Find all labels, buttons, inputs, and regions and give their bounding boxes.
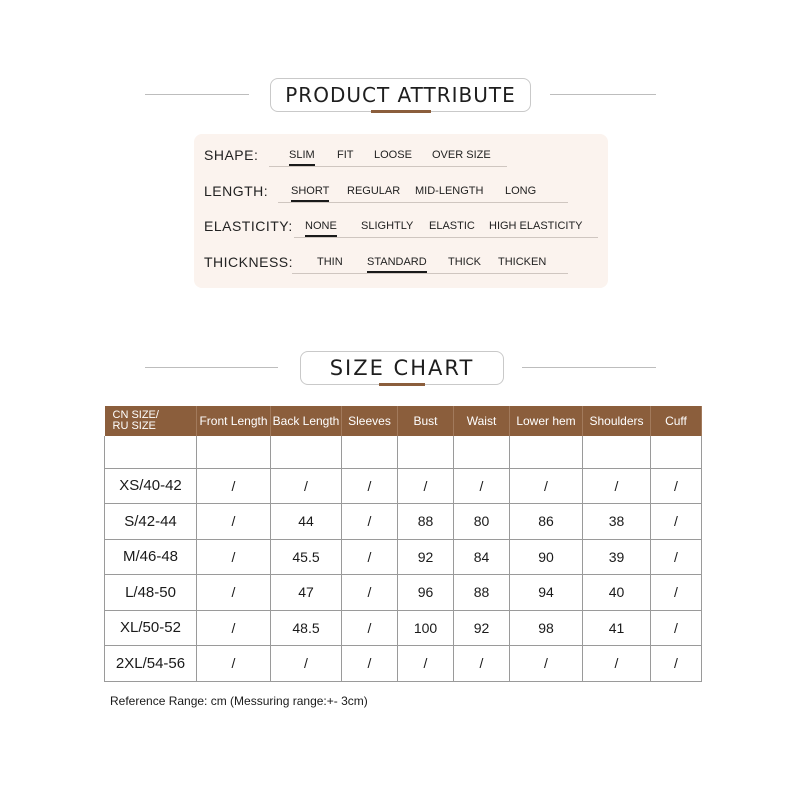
size-cell: M/46-48 [105, 539, 197, 575]
attributes-panel [194, 134, 608, 288]
measurement-cell: / [583, 468, 651, 504]
attr-options [269, 149, 507, 167]
attr-option-selected: STANDARD [367, 256, 427, 268]
size-chart-title: SIZE CHART [300, 351, 504, 385]
title-accent-underline [371, 110, 431, 113]
measurement-cell: 86 [510, 504, 583, 540]
measurement-cell: / [342, 504, 398, 540]
attr-option: LONG [505, 185, 537, 197]
measurement-cell: / [651, 539, 702, 575]
attr-option-selected: NONE [305, 220, 337, 232]
column-header: Back Length [271, 406, 342, 436]
measurement-cell: / [510, 646, 583, 682]
measurement-cell: 47 [271, 575, 342, 611]
measurement-cell: 94 [510, 575, 583, 611]
attr-label: LENGTH: [204, 183, 269, 199]
measurement-cell: 84 [454, 539, 510, 575]
measurement-cell: / [583, 646, 651, 682]
column-header: Bust [398, 406, 454, 436]
measurement-cell: 88 [454, 575, 510, 611]
measurement-cell: / [651, 646, 702, 682]
measurement-cell: / [342, 539, 398, 575]
size-cell: XL/50-52 [105, 610, 197, 646]
attr-label: THICKNESS: [204, 254, 294, 270]
measurement-cell: / [197, 575, 271, 611]
divider-line [145, 367, 278, 368]
divider-line [145, 94, 249, 95]
measurement-cell: / [454, 646, 510, 682]
measurement-cell: 90 [510, 539, 583, 575]
measurement-cell: / [651, 468, 702, 504]
size-cell: 2XL/54-56 [105, 646, 197, 682]
attr-options [278, 185, 568, 203]
measurement-cell: 44 [271, 504, 342, 540]
attr-option: THIN [317, 256, 343, 268]
measurement-cell: / [197, 539, 271, 575]
attr-option: THICK [448, 256, 481, 268]
measurement-cell: 98 [510, 610, 583, 646]
measurement-cell: / [342, 610, 398, 646]
table-row [105, 539, 702, 575]
measurement-cell: 41 [583, 610, 651, 646]
measurement-cell: 40 [583, 575, 651, 611]
reference-range-note: Reference Range: cm (Messuring range:+- 3cm) [110, 694, 368, 708]
measurement-cell: / [651, 610, 702, 646]
column-header: Front Length [197, 406, 271, 436]
measurement-cell: 45.5 [271, 539, 342, 575]
measurement-cell: / [342, 575, 398, 611]
table-spacer-row [105, 436, 702, 468]
attr-option: HIGH ELASTICITY [489, 220, 583, 232]
measurement-cell: 88 [398, 504, 454, 540]
measurement-cell: 39 [583, 539, 651, 575]
size-chart-table [104, 406, 702, 682]
measurement-cell: / [197, 646, 271, 682]
attr-options [294, 220, 598, 238]
table-row [105, 468, 702, 504]
measurement-cell: 96 [398, 575, 454, 611]
attr-option-selected: SLIM [289, 149, 315, 161]
measurement-cell: 92 [454, 610, 510, 646]
attr-option: FIT [337, 149, 354, 161]
measurement-cell: / [271, 468, 342, 504]
column-header: Waist [454, 406, 510, 436]
measurement-cell: / [197, 610, 271, 646]
size-cell: L/48-50 [105, 575, 197, 611]
table-row [105, 646, 702, 682]
measurement-cell: 92 [398, 539, 454, 575]
measurement-cell: / [197, 504, 271, 540]
attr-option: OVER SIZE [432, 149, 491, 161]
measurement-cell: / [342, 646, 398, 682]
attr-option-selected: SHORT [291, 185, 330, 197]
product-attribute-title: PRODUCT ATTRIBUTE [270, 78, 531, 112]
attr-option: REGULAR [347, 185, 401, 197]
title-accent-underline [379, 383, 425, 386]
attr-label: SHAPE: [204, 147, 259, 163]
measurement-cell: / [651, 575, 702, 611]
attr-label: ELASTICITY: [204, 218, 293, 234]
measurement-cell: / [398, 646, 454, 682]
measurement-cell: / [197, 468, 271, 504]
column-header: Sleeves [342, 406, 398, 436]
attr-option: LOOSE [374, 149, 412, 161]
measurement-cell: / [398, 468, 454, 504]
measurement-cell: / [342, 468, 398, 504]
measurement-cell: 48.5 [271, 610, 342, 646]
table-row [105, 575, 702, 611]
attr-options [292, 256, 568, 274]
column-header: Cuff [651, 406, 702, 436]
attr-option: THICKEN [498, 256, 547, 268]
column-header: Lower hem [510, 406, 583, 436]
measurement-cell: 80 [454, 504, 510, 540]
table-header-row [105, 406, 702, 436]
attr-option: MID-LENGTH [415, 185, 484, 197]
size-cell: XS/40-42 [105, 468, 197, 504]
size-cell: S/42-44 [105, 504, 197, 540]
divider-line [522, 367, 656, 368]
measurement-cell: 100 [398, 610, 454, 646]
measurement-cell: 38 [583, 504, 651, 540]
measurement-cell: / [454, 468, 510, 504]
attr-option: ELASTIC [429, 220, 475, 232]
measurement-cell: / [271, 646, 342, 682]
attr-option: SLIGHTLY [361, 220, 414, 232]
column-header: Shoulders [583, 406, 651, 436]
table-row [105, 504, 702, 540]
column-header: CN SIZE/ RU SIZE [105, 406, 197, 436]
size-table-body [105, 436, 702, 681]
measurement-cell: / [651, 504, 702, 540]
measurement-cell: / [510, 468, 583, 504]
table-row [105, 610, 702, 646]
divider-line [550, 94, 656, 95]
